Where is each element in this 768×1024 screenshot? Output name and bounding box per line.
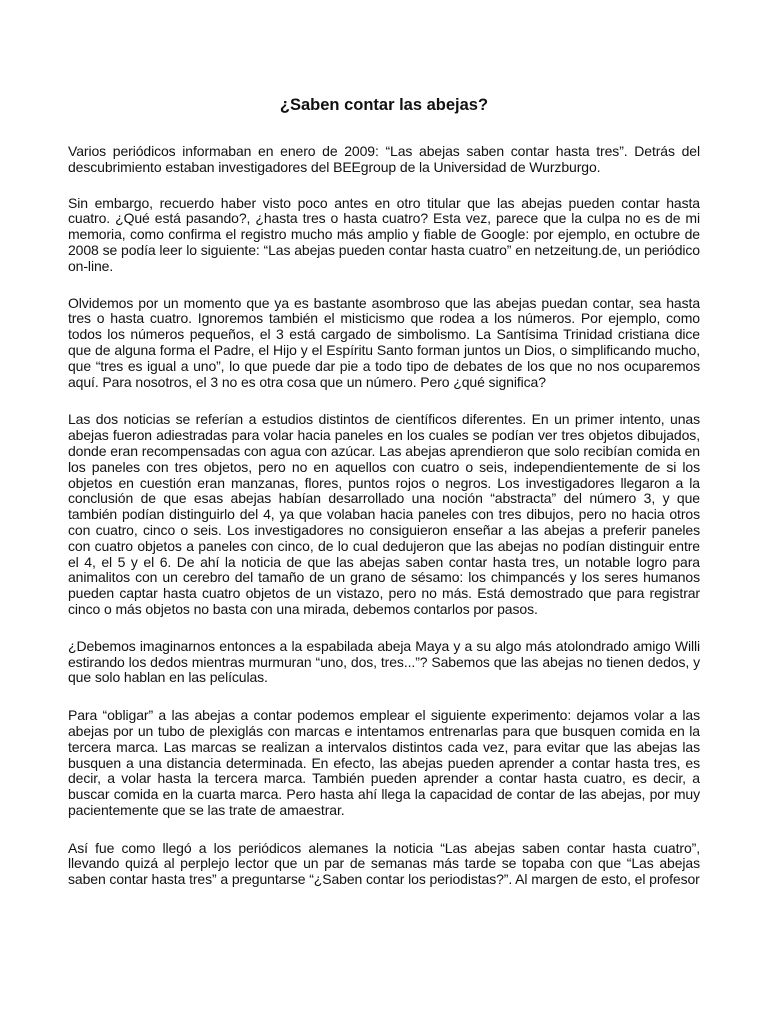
paragraph-5: ¿Debemos imaginarnos entonces a la espabilada abeja Maya y a su algo más atolondrado amigo Willi estirando los dedos mientras murmuran “uno, dos, tres...”? Sabemos que las abejas no tienen dedos, y que solo hablan en las películas. bbox=[68, 637, 700, 686]
paragraph-6: Para “obligar” a las abejas a contar podemos emplear el siguiente experimento: dejamos volar a las abejas por un tubo de plexiglás con marcas e intentamos entrenarlas para que busquen comida en la tercera marca. Las marcas se realizan a intervalos distintos cada vez, para evitar que las abejas las busquen a una distancia determinada. En efecto, las abejas pueden aprender a contar hasta tres, es decir, a volar hasta la tercera marca. También pueden aprender a contar hasta cuatro, es decir, a buscar comida en la cuarta marca. Pero hasta ahí llega la capacidad de contar de las abejas, por muy pacientemente que se las trate de amaestrar. bbox=[68, 707, 700, 818]
paragraph-2: Sin embargo, recuerdo haber visto poco antes en otro titular que las abejas pueden contar hasta cuatro. ¿Qué está pasando?, ¿hasta tres o hasta cuatro? Esta vez, parece que la culpa no es de mi memoria, como confirma el registro mucho más amplio y fiable de Google: por ejemplo, en octubre de 2008 se podía leer lo siguiente: “Las abejas pueden contar hasta cuatro” en netzeitung.de, un periódico on-line. bbox=[68, 194, 700, 274]
paragraph-3: Olvidemos por un momento que ya es bastante asombroso que las abejas puedan contar, sea hasta tres o hasta cuatro. Ignoremos también el misticismo que rodea a los números. Por ejemplo, como todos los números pequeños, el 3 está cargado de simbolismo. La Santísima Trinidad cristiana dice que de alguna forma el Padre, el Hijo y el Espíritu Santo forman juntos un Dios, o simplificando mucho, que “tres es igual a uno”, lo que puede dar pie a todo tipo de debates de los que no nos ocuparemos aquí. Para nosotros, el 3 no es otra cosa que un número. Pero ¿qué significa? bbox=[68, 294, 700, 390]
paragraph-1: Varios periódicos informaban en enero de 2009: “Las abejas saben contar hasta tres”. Detrás del descubrimiento estaban investigadores del BEEgroup de la Universidad de Wurzburgo. bbox=[68, 143, 700, 175]
document-title: ¿Saben contar las abejas? bbox=[279, 96, 489, 114]
paragraph-4: Las dos noticias se referían a estudios distintos de científicos diferentes. En un primer intento, unas abejas fueron adiestradas para volar hacia paneles en los cuales se podían ver tres objetos dibujados, donde eran recompensadas con agua con azúcar. Las abejas aprendieron que solo recibían comida en los paneles con tres objetos, pero no en aquellos con cuatro o seis, independientemente de si los objetos en cuestión eran manzanas, flores, puntos rojos o negros. Los investigadores llegaron a la conclusión de que esas abejas habían desarrollado una noción “abstracta” del número 3, y que también podían distinguirlo del 4, ya que volaban hacia paneles con tres dibujos, pero no hacia otros con cuatro, cinco o seis. Los investigadores no consiguieron enseñar a las abejas a preferir paneles con cuatro objetos a paneles con cinco, de lo cual dedujeron que las abejas no podían distinguir entre el 4, el 5 y el 6. De ahí la noticia de que las abejas saben contar hasta tres, un notable logro para animalitos con un cerebro del tamaño de un grano de sésamo: los chimpancés y los seres humanos pueden captar hasta cuatro objetos de un vistazo, pero no más. Está demostrado que para registrar cinco o más objetos no basta con una mirada, debemos contarlos por pasos. bbox=[68, 411, 700, 617]
paragraph-7: Así fue como llegó a los periódicos alemanes la noticia “Las abejas saben contar hasta cuatro”, llevando quizá al perplejo lector que un par de semanas más tarde se topaba con que “Las abejas saben contar hasta tres” a preguntarse “¿Saben contar los periodistas?”. Al margen de esto, el profesor bbox=[68, 839, 700, 888]
document-page bbox=[68, 0, 700, 1024]
